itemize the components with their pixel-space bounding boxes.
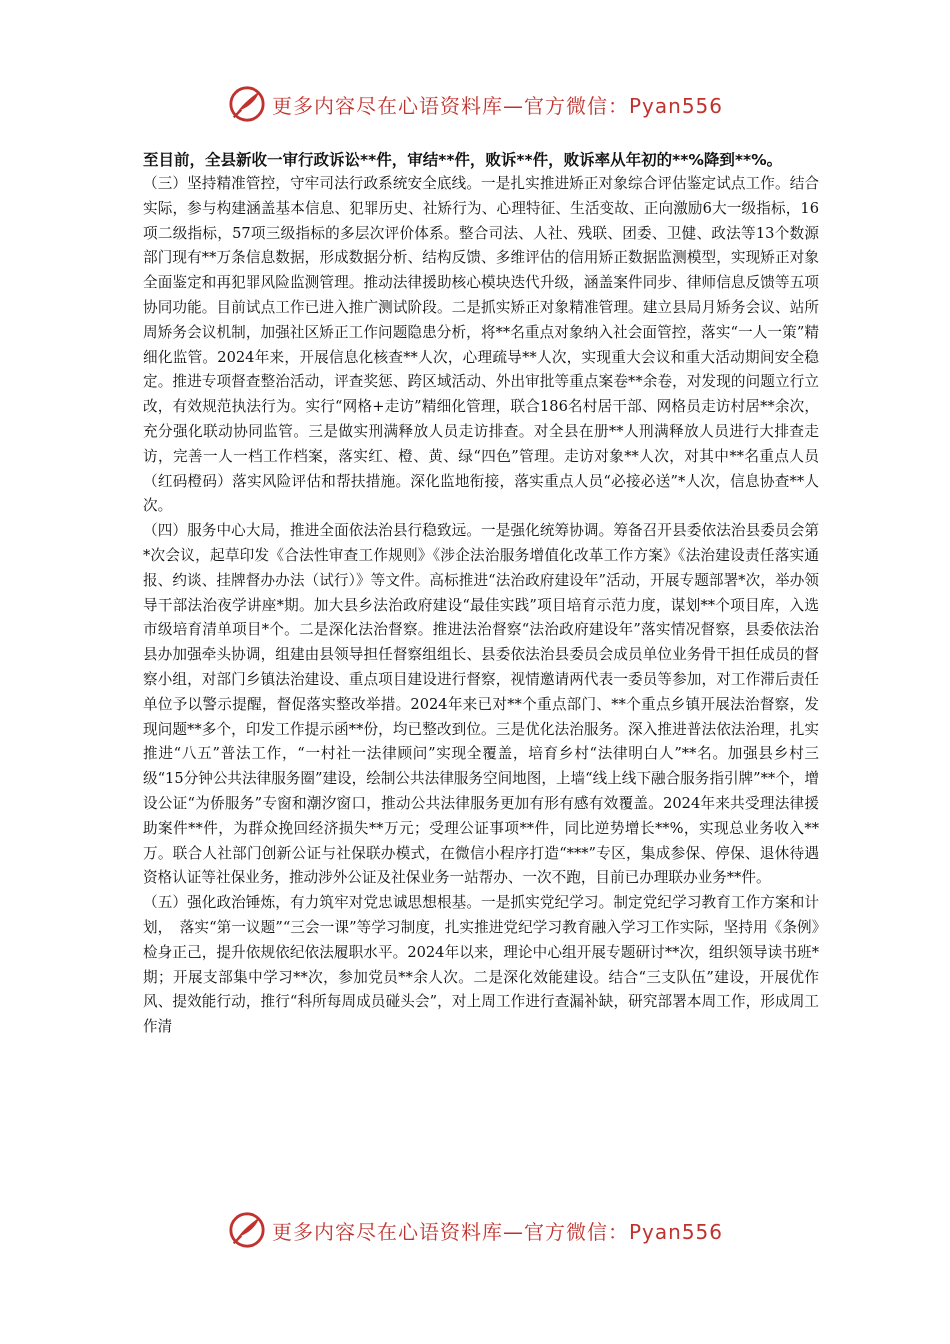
lead-paragraph: 至目前，全县新收一审行政诉讼**件，审结**件，败诉**件，败诉率从年初的**%降到**%。	[143, 151, 783, 169]
bottom-watermark-banner	[228, 1210, 723, 1250]
document-body	[143, 148, 819, 1040]
quill-pen-logo-icon	[228, 1211, 266, 1249]
section-three-paragraph: （三）坚持精准管控，守牢司法行政系统安全底线。一是扎实推进矫正对象综合评估鉴定试点工作。结合实际，参与构建涵盖基本信息、犯罪历史、社矫行为、心理特征、生活变故、正向激励6大一级指标，16项二级指标，57项三级指标的多层次评价体系。整合司法、人社、残联、团委、卫健、政法等13个数源部门现有**万条信息数据，形成数据分析、结构反馈、多维评估的信用矫正数据监测模型，实现矫正对象全面鉴定和再犯罪风险监测管理。推动法律援助核心模块迭代升级，涵盖案件同步、律师信息反馈等五项协同功能。目前试点工作已进入推广测试阶段。二是抓实矫正对象精准管理。建立县局月矫务会议、站所周矫务会议机制，加强社区矫正工作问题隐患分析，将**名重点对象纳入社会面管控，落实“一人一策”精细化监管。2024年来，开展信息化核查**人次，心理疏导**人次，实现重大会议和重大活动期间安全稳定。推进专项督查整治活动，评查奖惩、跨区域活动、外出审批等重点案卷**余卷，对发现的问题立行立改，有效规范执法行为。实行“网格+走访”精细化管理，联合186名村居干部、网格员走访村居**余次，充分强化联动协同监管。三是做实刑满释放人员走访排查。对全县在册**人刑满释放人员进行大排查走访，完善一人一档工作档案，落实红、橙、黄、绿“四色”管理。走访对象**人次，对其中**名重点人员（红码橙码）落实风险评估和帮扶措施。深化监地衔接，落实重点人员“必接必送”*人次，信息协查**人次。	[143, 175, 819, 515]
banner-text: 更多内容尽在心语资料库—官方微信：Pyan556	[272, 93, 724, 118]
top-watermark-banner	[228, 84, 723, 124]
section-five-paragraph: （五）强化政治锤炼，有力筑牢对党忠诚思想根基。一是抓实党纪学习。制定党纪学习教育工作方案和计划， 落实“第一议题”“三会一课”等学习制度，扎实推进党纪学习教育融入学习工作实际，坚持用《条例》检身正己，提升依规依纪依法履职水平。2024年以来，理论中心组开展专题研讨**次，组织领导读书班*期；开展支部集中学习**次，参加党员**余人次。二是深化效能建设。结合“三支队伍”建设，开展优作风、提效能行动，推行“科所每周成员碰头会”，对上周工作进行查漏补缺，研究部署本周工作，形成周工作清	[143, 894, 819, 1036]
banner-text: 更多内容尽在心语资料库—官方微信：Pyan556	[272, 1219, 724, 1244]
quill-pen-logo-icon	[228, 85, 266, 123]
section-four-paragraph: （四）服务中心大局，推进全面依法治县行稳致远。一是强化统筹协调。筹备召开县委依法治县委员会第*次会议，起草印发《合法性审查工作规则》《涉企法治服务增值化改革工作方案》《法治建设责任落实通报、约谈、挂牌督办办法（试行）》等文件。高标推进“法治政府建设年”活动，开展专题部署*次，举办领导干部法治夜学讲座*期。加大县乡法治政府建设“最佳实践”项目培育示范力度，谋划**个项目库，入选市级培育清单项目*个。二是深化法治督察。推进法治督察“法治政府建设年”落实情况督察，县委依法治县办加强牵头协调，组建由县领导担任督察组组长、县委依法治县委员会成员单位业务骨干担任成员的督察小组，对部门乡镇法治建设、重点项目建设进行督察，视情邀请两代表一委员等参加，对工作滞后责任单位予以警示提醒，督促落实整改举措。2024年来已对**个重点部门、**个重点乡镇开展法治督察，发现问题**多个，印发工作提示函**份，均已整改到位。三是优化法治服务。深入推进普法依法治理，扎实推进“八五”普法工作，“一村社一法律顾问”实现全覆盖，培育乡村“法律明白人”**名。加强县乡村三级“15分钟公共法律服务圈”建设，绘制公共法律服务空间地图，上墙“线上线下融合服务指引牌”**个，增设公证“为侨服务”专窗和潮汐窗口，推动公共法律服务更加有形有感有效覆盖。2024年来共受理法律援助案件**件，为群众挽回经济损失**万元；受理公证事项**件，同比逆势增长**%，实现总业务收入**万。联合人社部门创新公证与社保联办模式，在微信小程序打造“***”专区，集成参保、停保、退休待遇资格认证等社保业务，推动涉外公证及社保业务一站帮办、一次不跑，目前已办理联办业务**件。	[143, 522, 819, 887]
